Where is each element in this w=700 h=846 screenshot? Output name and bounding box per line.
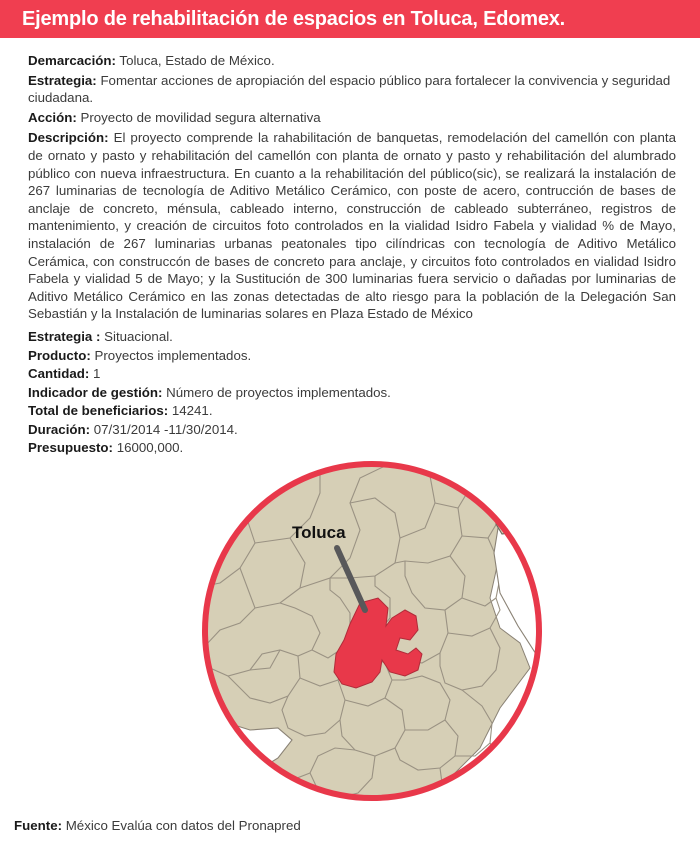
field-estrategia-objetivo-value: Fomentar acciones de apropiación del espacio público para fortalecer la convivencia y seguridad ciudadana. — [28, 72, 671, 106]
field-demarcacion-label: Demarcación: — [28, 53, 116, 68]
field-indicador-gestion — [28, 384, 676, 402]
field-descripcion-value: El proyecto comprende la rahabilitación de banquetas, remodelación del camellón con planta de ornato y pasto y rehabilitación del camellón con planta de ornato y pasto y rehabilitación del alumbrado público con nueva infraestructura. En cuanto a la rehabilitación del público(sic), se realizará la instalación de 267 luminarias de tecnología de Aditivo Metálico Cerámico, con poste de acero, contrucción de bases de anclaje de concreto, ménsula, cableado interno, construcción de cableado subterráneo, registros de mantenimiento, y creación de circuitos foto controlados en la vialidad Isidro Fabela y vialidad % de Mayo, instalación de 267 luminarias urbanas peatonales tipo cilíndricas con tecnología de Aditivo Metálico Cerámica, con construccón de bases de concreto para anclaje, y circuitos foto controlados en vialidad Isidro Fabela y vialidad 5 de Mayo; y la Sustitución de 300 luminarias fuera servicio o dañadas por luminarias de Aditivo Metálico Cerámico en las zonas detectadas de alto riesgo para la población de la Delegación San Sebastián y la Instalación de luminarias solares en Plaza Estado de México — [28, 130, 676, 322]
field-cantidad-value: 1 — [93, 366, 101, 382]
page-title: Ejemplo de rehabilitación de espacios en Toluca, Edomex. — [22, 8, 566, 30]
source-value: México Evalúa con datos del Pronapred — [65, 818, 301, 833]
field-descripcion-label: Descripción: — [28, 130, 109, 146]
field-demarcacion — [28, 52, 676, 70]
source-label: Fuente: — [14, 818, 63, 833]
field-cantidad — [28, 365, 676, 383]
field-descripcion — [28, 129, 676, 323]
field-demarcacion-value: Toluca, Estado de México. — [119, 53, 275, 68]
field-producto-value: Proyectos implementados. — [94, 347, 252, 363]
field-accion-label: Acción: — [28, 109, 77, 125]
detail-fields — [28, 52, 676, 458]
field-producto — [28, 347, 676, 365]
field-cantidad-label: Cantidad: — [28, 366, 90, 382]
field-total-beneficiarios — [28, 402, 676, 420]
field-duracion-label: Duración: — [28, 421, 91, 437]
field-accion — [28, 109, 676, 127]
field-total-beneficiarios-label: Total de beneficiarios: — [28, 403, 169, 419]
field-producto-label: Producto: — [28, 347, 91, 363]
source-note — [14, 818, 301, 834]
field-duracion-value: 07/31/2014 -11/30/2014. — [93, 421, 238, 437]
field-presupuesto — [28, 439, 676, 457]
field-estrategia-objetivo-label: Estrategia: — [28, 72, 97, 88]
field-total-beneficiarios-value: 14241. — [171, 403, 213, 419]
field-accion-value: Proyecto de movilidad segura alternativa — [80, 109, 321, 125]
field-presupuesto-label: Presupuesto: — [28, 440, 113, 456]
map-inset — [200, 458, 550, 808]
field-indicador-gestion-value: Número de proyectos implementados. — [166, 384, 391, 400]
field-estrategia-objetivo — [28, 72, 676, 107]
field-duracion — [28, 421, 676, 439]
map-callout-label: Toluca — [292, 523, 346, 542]
field-estrategia-tipo-value: Situacional. — [104, 328, 173, 344]
toluca-locator-map — [200, 458, 550, 808]
field-presupuesto-value: 16000,000. — [116, 440, 184, 456]
header-banner — [0, 0, 700, 38]
field-indicador-gestion-label: Indicador de gestión: — [28, 384, 163, 400]
field-estrategia-tipo — [28, 328, 676, 346]
field-estrategia-tipo-label: Estrategia : — [28, 328, 101, 344]
